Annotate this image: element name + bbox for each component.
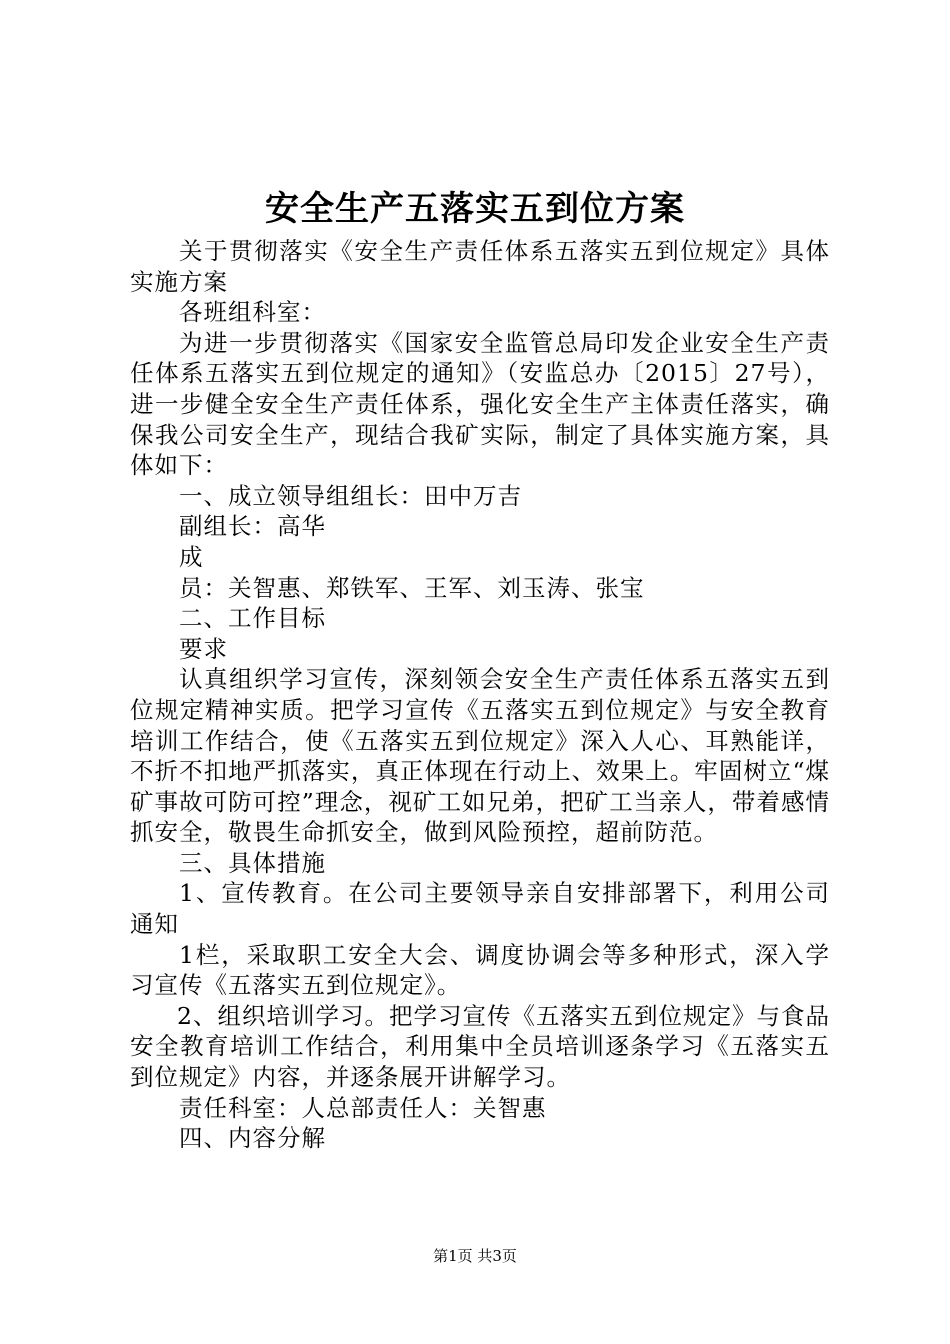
document-body [130, 236, 830, 1154]
paragraph-responsibility: 责任科室：人总部责任人：关智惠 [179, 1093, 547, 1122]
paragraph-subtitle: 关于贯彻落实《安全生产责任体系五落实五到位规定》具体实施方案 [130, 237, 830, 296]
paragraph-requirements: 认真组织学习宣传，深刻领会安全生产责任体系五落实五到位规定精神实质。把学习宣传《五落实五到位规定》与安全教育培训工作结合，使《五落实五到位规定》深入人心、耳熟能详，不折不扣地严抓落实，真正体现在行动上、效果上。牢固树立“煤矿事故可防可控”理念，视矿工如兄弟，把矿工当亲人，带着感情抓安全，敬畏生命抓安全，做到风险预控，超前防范。 [130, 665, 830, 847]
paragraph-measure-1-cont: 1栏，采取职工安全大会、调度协调会等多种形式，深入学习宣传《五落实五到位规定》。 [130, 940, 830, 1000]
paragraph-section-4: 四、内容分解 [179, 1124, 326, 1153]
paragraph-salutation: 各班组科室： [179, 298, 326, 327]
paragraph-measure-2: 2、组织培训学习。把学习宣传《五落实五到位规定》与食品安全教育培训工作结合，利用集中全员培训逐条学习《五落实五到位规定》内容，并逐条展开讲解学习。 [130, 1001, 830, 1092]
document-title: 安全生产五落实五到位方案 [265, 189, 685, 229]
paragraph-requirements-label: 要求 [179, 634, 228, 663]
paragraph-measure-1: 1、宣传教育。在公司主要领导亲自安排部署下，利用公司通知 [130, 879, 830, 939]
paragraph-intro: 为进一步贯彻落实《国家安全监管总局印发企业安全生产责任体系五落实五到位规定的通知》（安监总办〔2015〕27号），进一步健全安全生产责任体系，强化安全生产主体责任落实，确保我公司安全生产，现结合我矿实际，制定了具体实施方案，具体如下： [130, 328, 830, 480]
paragraph-members-prefix: 成 [179, 542, 204, 571]
paragraph-deputy-leader: 副组长：高华 [179, 512, 326, 541]
paragraph-members: 员：关智惠、郑铁军、王军、刘玉涛、张宝 [179, 573, 645, 602]
paragraph-section-2: 二、工作目标 [179, 604, 326, 633]
paragraph-section-3: 三、具体措施 [179, 848, 326, 877]
paragraph-section-1: 一、成立领导组组长：田中万吉 [179, 481, 522, 510]
page-footer: 第1页 共3页 [433, 1247, 517, 1265]
